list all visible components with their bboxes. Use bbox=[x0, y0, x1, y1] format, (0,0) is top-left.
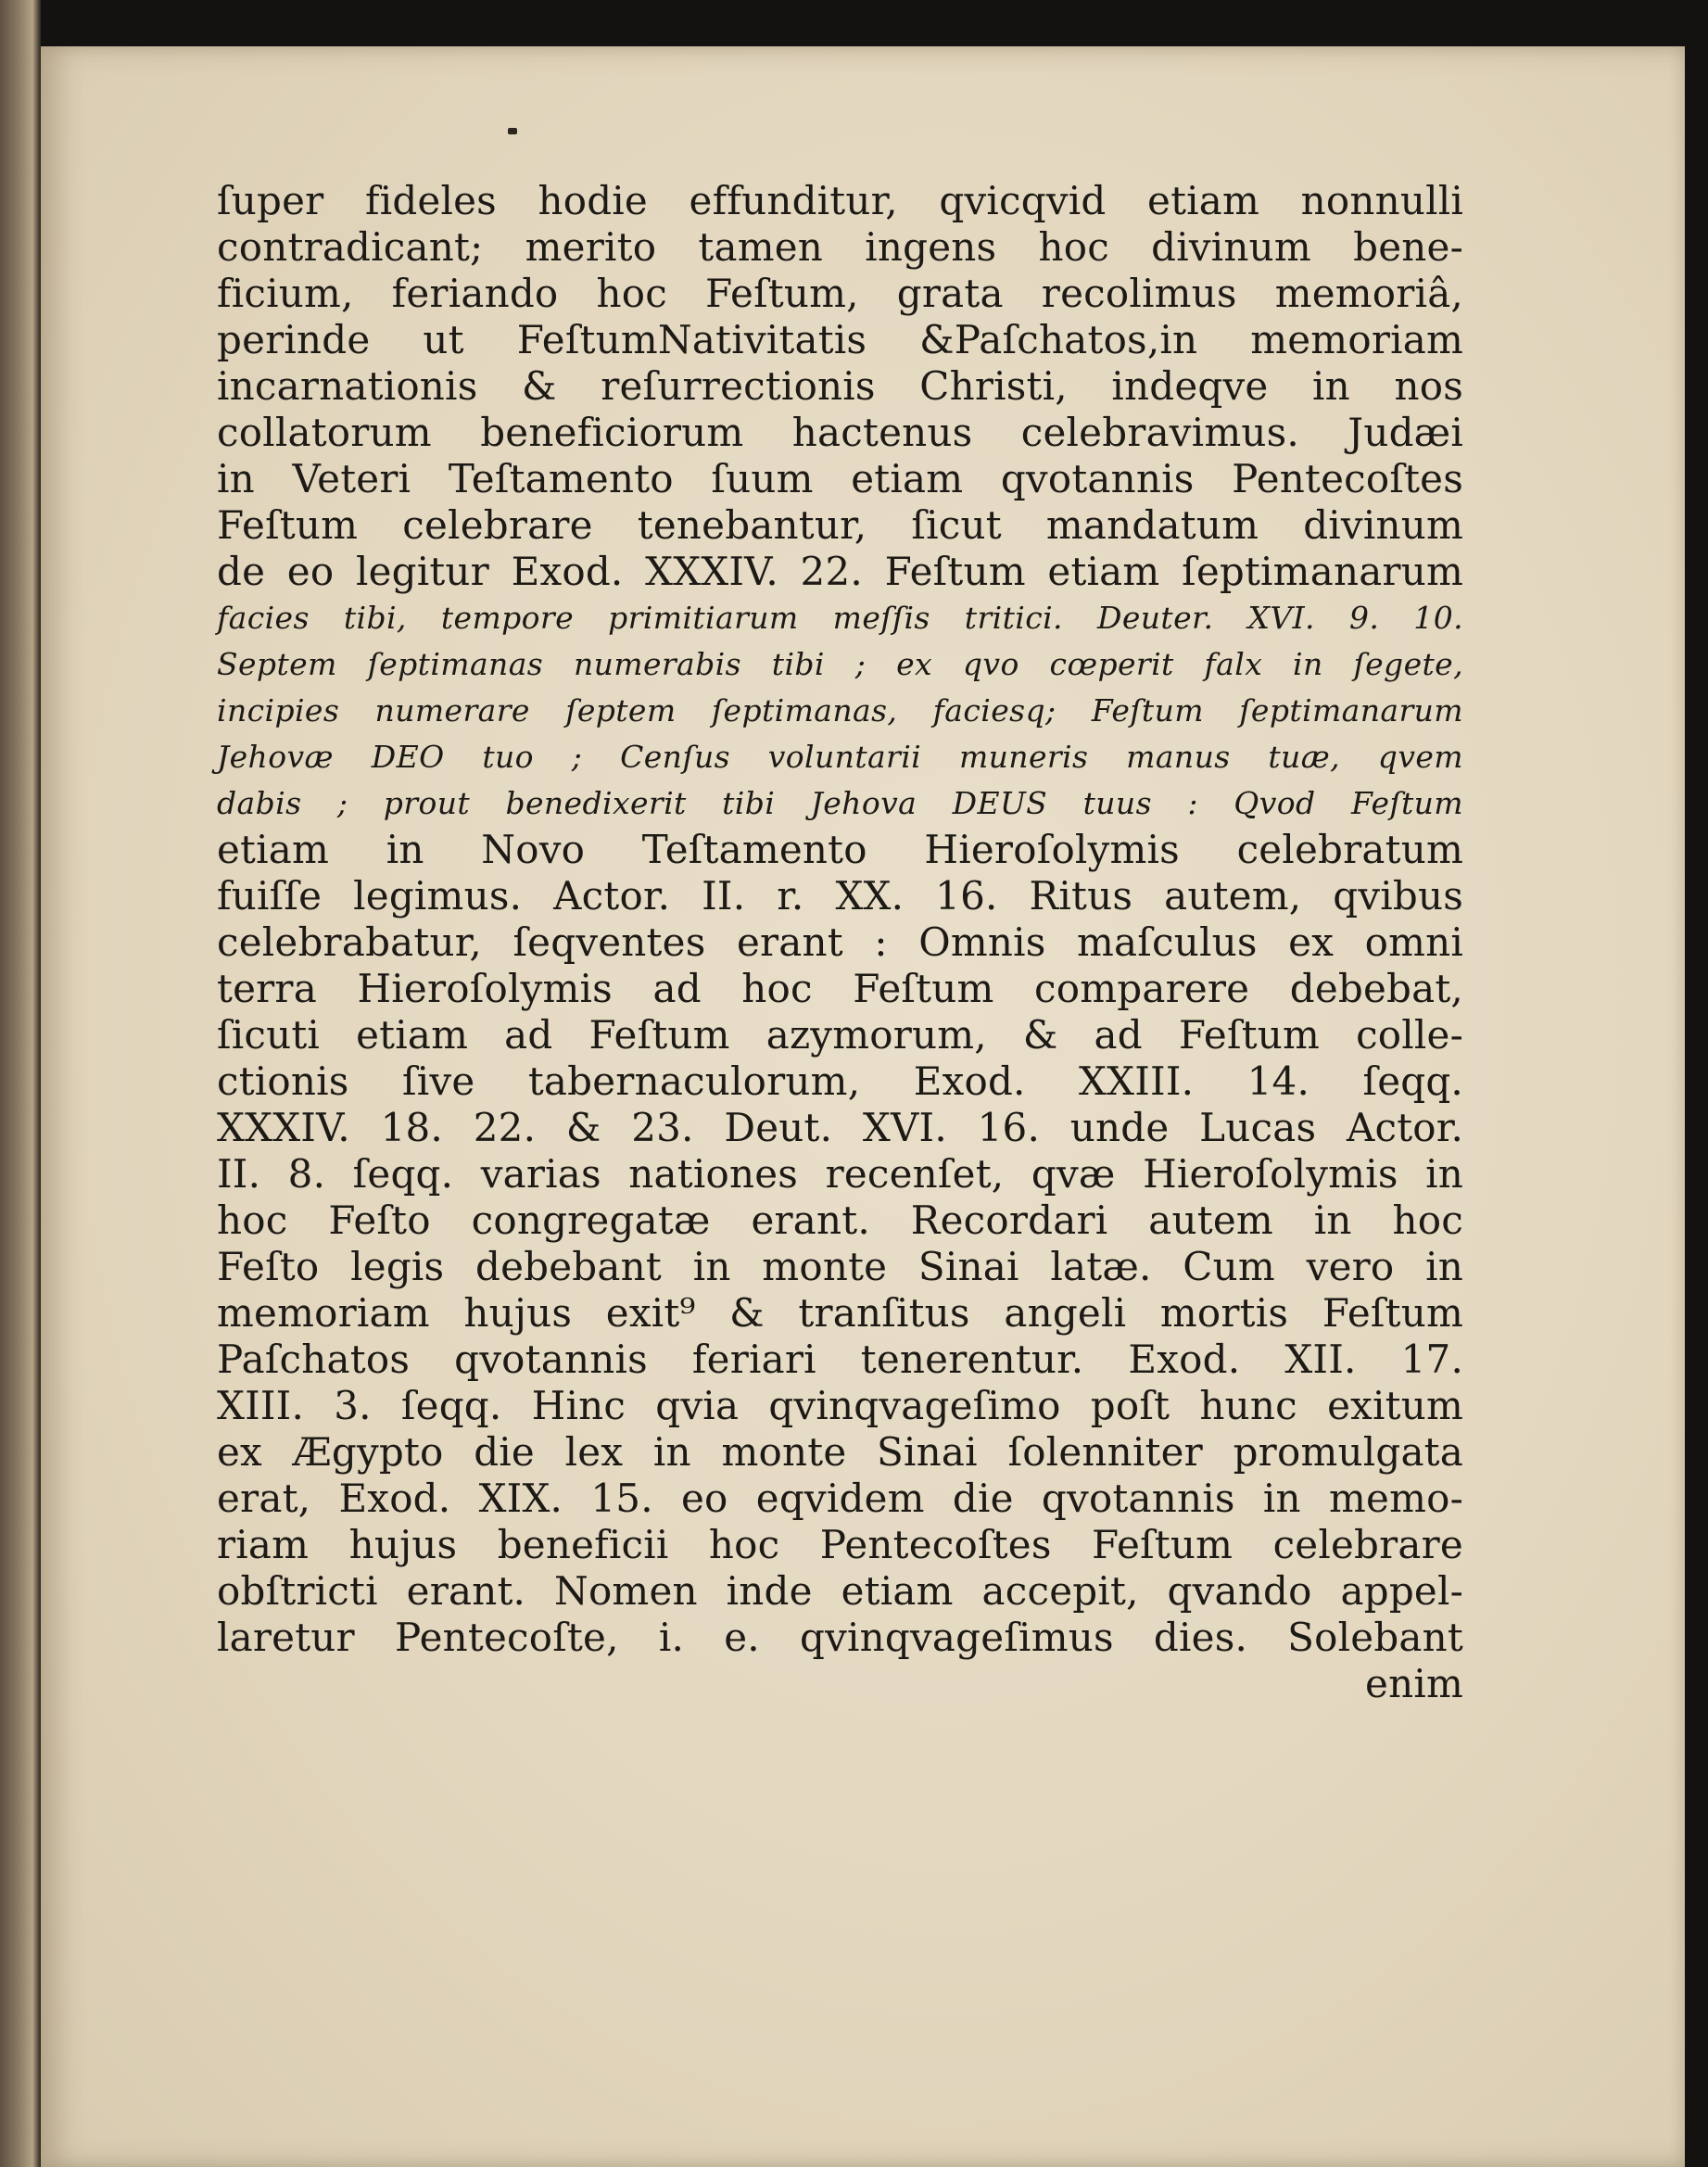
text-line: Paſchatos qvotannis feriari tenerentur. Exod. XII. 17. bbox=[217, 1337, 1463, 1382]
text-line-italic: Jehovæ DEO tuo ; Cenſus voluntarii muneris manus tuæ, qvem bbox=[217, 739, 1463, 775]
text-line: in Veteri Teſtamento ſuum etiam qvotannis Pentecoſtes bbox=[217, 456, 1463, 501]
text-line: terra Hieroſolymis ad hoc Feſtum comparere debebat, bbox=[217, 966, 1463, 1011]
text-line: laretur Pentecoſte, i. e. qvinqvageſimus dies. Solebant bbox=[217, 1615, 1463, 1660]
book-page bbox=[41, 46, 1685, 2167]
text-line: celebrabatur, ſeqventes erant : Omnis maſculus ex omni bbox=[217, 919, 1463, 965]
body-text bbox=[217, 178, 1463, 1707]
text-line: II. 8. ſeqq. varias nationes recenſet, qvæ Hieroſolymis in bbox=[217, 1151, 1463, 1197]
catchword: enim bbox=[1365, 1661, 1463, 1706]
text-line: Feſtum celebrare tenebantur, ſicut mandatum divinum bbox=[217, 502, 1463, 548]
text-line: XXXIV. 18. 22. & 23. Deut. XVI. 16. unde Lucas Actor. bbox=[217, 1105, 1463, 1150]
text-line-italic: facies tibi, tempore primitiarum meſſis tritici. Deuter. XVI. 9. 10. bbox=[217, 600, 1463, 636]
text-line: ctionis ſive tabernaculorum, Exod. XXIII. 14. ſeqq. bbox=[217, 1058, 1463, 1104]
text-line: XIII. 3. ſeqq. Hinc qvia qvinqvageſimo poſt hunc exitum bbox=[217, 1383, 1463, 1428]
text-line: perinde ut FeſtumNativitatis &Paſchatos,in memoriam bbox=[217, 317, 1463, 362]
text-line: ex Ægypto die lex in monte Sinai ſolenniter promulgata bbox=[217, 1429, 1463, 1475]
text-line: memoriam hujus exit⁹ & tranſitus angeli mortis Feſtum bbox=[217, 1290, 1463, 1336]
text-line: ficium, feriando hoc Feſtum, grata recolimus memoriâ, bbox=[217, 271, 1463, 316]
text-line-italic: incipies numerare ſeptem ſeptimanas, faciesq; Feſtum ſeptimanarum bbox=[217, 692, 1463, 729]
text-line: de eo legitur Exod. XXXIV. 22. Feſtum etiam ſeptimanarum bbox=[217, 549, 1463, 594]
text-line: incarnationis & reſurrectionis Christi, indeqve in nos bbox=[217, 363, 1463, 409]
text-line: hoc Feſto congregatæ erant. Recordari autem in hoc bbox=[217, 1198, 1463, 1243]
text-line: ſuper fideles hodie effunditur, qvicqvid etiam nonnulli bbox=[217, 178, 1463, 223]
text-line: obſtricti erant. Nomen inde etiam accepit, qvando appel- bbox=[217, 1568, 1463, 1614]
text-line: fuiſſe legimus. Actor. II. r. XX. 16. Ritus autem, qvibus bbox=[217, 873, 1463, 919]
text-line: Feſto legis debebant in monte Sinai latæ. Cum vero in bbox=[217, 1244, 1463, 1289]
book-spine bbox=[0, 0, 41, 2167]
text-line: erat, Exod. XIX. 15. eo eqvidem die qvotannis in memo- bbox=[217, 1476, 1463, 1521]
text-line-italic: dabis ; prout benedixerit tibi Jehova DEUS tuus : Qvod Feſtum bbox=[217, 785, 1463, 821]
text-line: ſicuti etiam ad Feſtum azymorum, & ad Feſtum colle- bbox=[217, 1012, 1463, 1058]
text-line: etiam in Novo Teſtamento Hieroſolymis celebratum bbox=[217, 827, 1463, 872]
text-line: collatorum beneficiorum hactenus celebravimus. Judæi bbox=[217, 410, 1463, 455]
text-line: riam hujus beneficii hoc Pentecoſtes Feſtum celebrare bbox=[217, 1522, 1463, 1567]
text-line: contradicant; merito tamen ingens hoc divinum bene- bbox=[217, 224, 1463, 270]
text-line-italic: Septem ſeptimanas numerabis tibi ; ex qvo cœperit falx in ſegete, bbox=[217, 646, 1463, 682]
printer-mark bbox=[508, 128, 517, 134]
